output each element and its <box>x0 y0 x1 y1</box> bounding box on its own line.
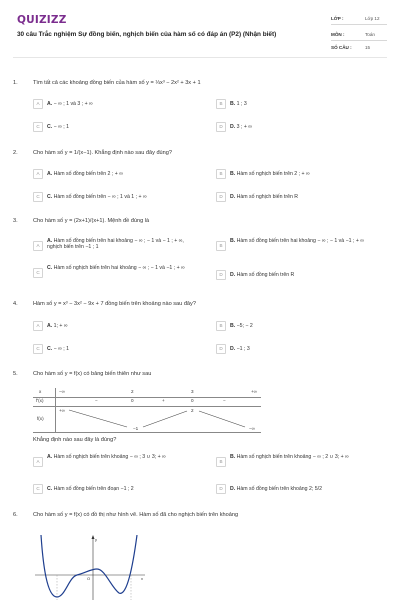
option-label: C. <box>47 124 53 130</box>
question-text: Tìm tất cả các khoảng đồng biến của hàm số y = ⅓x³ − 2x² + 3x + 1 <box>33 80 201 86</box>
option-c[interactable] <box>33 264 213 284</box>
option-label: D. <box>230 486 236 492</box>
meta-subject-key: MÔN : <box>331 32 345 37</box>
table-function-value: −1 <box>133 426 139 431</box>
option-label: A. <box>47 323 53 329</box>
question-text: Cho hàm số y = 1/(x−1). Khẳng định nào sau đây đúng? <box>33 150 173 156</box>
option-text: Hàm số đồng biến trên − ∞ ; 1 và 1 ; + ∞ <box>52 194 147 200</box>
option-text: − ∞ ; 1 <box>52 124 70 130</box>
question-text: Hàm số y = x³ − 3x² − 9x + 7 đồng biến trên khoảng nào sau đây? <box>33 301 196 307</box>
option-text: Hàm số đồng biến trên hai khoảng − ∞ ; − 1 và − 1 ; + ∞, nghịch biến trên −1 ; 1 <box>47 238 184 251</box>
meta-divider <box>331 40 387 41</box>
option-c[interactable] <box>33 484 213 495</box>
option-text: − ∞ ; 1 và 3 ; + ∞ <box>52 101 93 107</box>
table-function-value: 2 <box>191 408 194 413</box>
option-letter-badge: B <box>216 99 226 109</box>
option-text: −5; − 2 <box>235 323 253 329</box>
option-letter-badge: C <box>33 484 43 494</box>
question-number: 3. <box>13 218 18 224</box>
question-followup: Khẳng định nào sau đây là đúng? <box>33 437 117 443</box>
option-letter-badge: C <box>33 344 43 354</box>
option-d[interactable] <box>216 122 386 133</box>
option-letter-badge: D <box>216 344 226 354</box>
option-letter-badge: D <box>216 270 226 280</box>
meta-count-key: SỐ CÂU : <box>331 45 352 50</box>
option-letter-badge: D <box>216 122 226 132</box>
table-function-value: −∞ <box>249 426 255 431</box>
option-text: Hàm số nghịch biến trên khoảng − ∞ ; 2 ∪ 3; + ∞ <box>235 454 349 460</box>
option-label: D. <box>230 194 236 200</box>
table-row-derivative-label: f'(x) <box>36 398 44 403</box>
option-label: B. <box>230 454 236 460</box>
table-x-value: 2 <box>131 389 134 394</box>
option-letter-badge: C <box>33 192 43 202</box>
table-derivative-sign: 0 <box>131 398 134 403</box>
table-x-value: 3 <box>191 389 194 394</box>
table-derivative-sign: + <box>162 398 165 403</box>
option-letter-badge: B <box>216 169 226 179</box>
quizizz-logo[interactable]: QUIZIZZ <box>17 14 67 26</box>
question-text: Cho hàm số y = f(x) có đồ thị như hình vẽ. Hàm số đã cho nghịch biến trên khoảng <box>33 512 239 518</box>
option-text: Hàm số nghịch biến trên R <box>235 194 299 200</box>
table-derivative-sign: − <box>223 398 226 403</box>
table-row-x-label: x <box>39 389 42 394</box>
option-letter-badge: A <box>33 99 43 109</box>
option-label: D. <box>230 272 236 278</box>
option-text: −1 ; 3 <box>235 346 250 352</box>
table-row-function-label: f(x) <box>37 416 44 421</box>
option-label: D. <box>230 346 236 352</box>
option-letter-badge: B <box>216 241 226 251</box>
option-text: 1; + ∞ <box>52 323 68 329</box>
meta-grade-value: Lớp 12 <box>365 16 380 21</box>
option-letter-badge: C <box>33 268 43 278</box>
option-d[interactable] <box>216 192 386 203</box>
option-text: 1 ; 3 <box>235 101 247 107</box>
option-label: C. <box>47 194 53 200</box>
option-label: B. <box>230 238 236 244</box>
option-text: Hàm số nghịch biến trên hai khoảng − ∞ ; − 1 và −1 ; + ∞ <box>52 265 185 271</box>
question-text: Cho hàm số y = f(x) có bảng biến thiên như sau <box>33 371 152 377</box>
option-text: Hàm số đồng biến trên hai khoảng − ∞ ; − 1 và −1 ; + ∞ <box>235 238 364 244</box>
table-x-value: +∞ <box>251 389 257 394</box>
option-c[interactable] <box>33 192 213 203</box>
option-a[interactable] <box>33 169 213 180</box>
option-label: A. <box>47 454 53 460</box>
question-number: 2. <box>13 150 18 156</box>
option-label: C. <box>47 265 53 271</box>
option-c[interactable] <box>33 122 213 133</box>
question-number: 5. <box>13 371 18 377</box>
question-text: Cho hàm số y = (2x+1)/(x+1). Mệnh đề đúng là <box>33 218 150 224</box>
quiz-header <box>13 11 387 58</box>
option-d[interactable] <box>216 270 386 281</box>
option-text: − ∞ ; 1 <box>52 346 70 352</box>
option-b[interactable] <box>216 169 386 180</box>
function-curve <box>41 535 137 597</box>
option-text: Hàm số đồng biến trên 2 ; + ∞ <box>52 171 123 177</box>
option-label: A. <box>47 238 53 244</box>
option-a[interactable] <box>33 237 213 257</box>
option-b[interactable] <box>216 237 386 257</box>
option-label: D. <box>230 124 236 130</box>
question-number: 1. <box>13 80 18 86</box>
option-text: Hàm số đồng biến trên R <box>235 272 295 278</box>
option-text: Hàm số đồng biến trên khoảng 2; 5/2 <box>235 486 322 492</box>
x-axis-label: x <box>141 576 143 581</box>
variation-arrows <box>33 388 261 433</box>
option-label: A. <box>47 171 53 177</box>
option-letter-badge: B <box>216 321 226 331</box>
table-x-value: −∞ <box>59 389 65 394</box>
table-derivative-sign: 0 <box>191 398 194 403</box>
function-graph <box>35 535 145 600</box>
option-a[interactable] <box>33 453 213 473</box>
option-label: C. <box>47 486 53 492</box>
option-letter-badge: D <box>216 192 226 202</box>
option-text: 3 ; + ∞ <box>235 124 253 130</box>
option-text: Hàm số nghịch biến trên 2 ; + ∞ <box>235 171 310 177</box>
y-axis-label: y <box>95 537 97 542</box>
option-letter-badge: A <box>33 169 43 179</box>
meta-grade-key: LỚP : <box>331 16 344 21</box>
option-b[interactable] <box>216 453 386 473</box>
option-a[interactable] <box>33 321 213 332</box>
option-letter-badge: C <box>33 122 43 132</box>
meta-count-value: 15 <box>365 45 371 50</box>
question-number: 6. <box>13 512 18 518</box>
table-derivative-sign: − <box>95 398 98 403</box>
option-text: Hàm số nghịch biến trên khoảng − ∞ ; 3 ∪ 3; + ∞ <box>52 454 166 460</box>
option-label: B. <box>230 101 236 107</box>
option-letter-badge: D <box>216 484 226 494</box>
question-number: 4. <box>13 301 18 307</box>
option-letter-badge: A <box>33 457 43 467</box>
option-label: C. <box>47 346 53 352</box>
option-letter-badge: A <box>33 241 43 251</box>
option-d[interactable] <box>216 484 386 495</box>
meta-subject-value: Toán <box>365 32 375 37</box>
variation-table <box>33 388 261 433</box>
option-label: B. <box>230 171 236 177</box>
option-letter-badge: A <box>33 321 43 331</box>
option-label: B. <box>230 323 236 329</box>
option-text: Hàm số đồng biến trên đoạn −1 ; 2 <box>52 486 134 492</box>
document-title: 30 câu Trắc nghiệm Sự đồng biến, nghịch biến của hàm số có đáp án (P2) (Nhận biết) <box>17 31 277 38</box>
option-b[interactable] <box>216 321 386 332</box>
table-function-value: +∞ <box>59 408 65 413</box>
origin-label: O <box>87 576 91 581</box>
option-a[interactable] <box>33 99 213 110</box>
meta-divider <box>331 24 387 25</box>
option-label: A. <box>47 101 53 107</box>
option-d[interactable] <box>216 344 386 355</box>
option-b[interactable] <box>216 99 386 110</box>
option-letter-badge: B <box>216 457 226 467</box>
option-c[interactable] <box>33 344 213 355</box>
